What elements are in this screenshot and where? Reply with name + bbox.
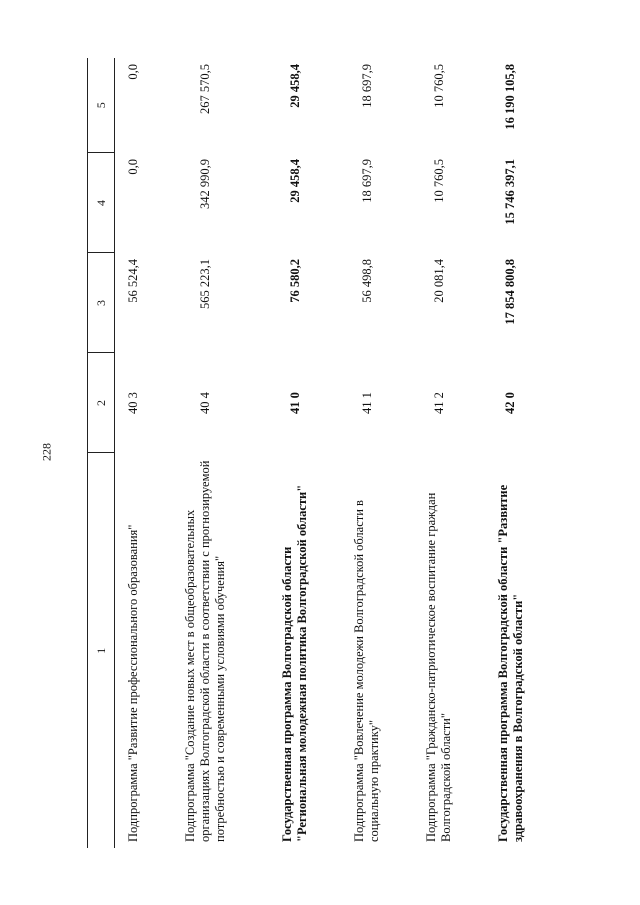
column-header: 5 bbox=[88, 58, 115, 153]
program-name-cell: Государственная программа Волгоградской области "Развитие здравоохранения в Волгоградской области" bbox=[495, 484, 526, 842]
program-name-cell: Подпрограмма "Развитие профессионального образования" bbox=[125, 524, 140, 842]
column-header: 1 bbox=[88, 453, 115, 848]
amount-cell: 267 570,5 bbox=[197, 64, 212, 114]
amount-cell: 76 580,2 bbox=[287, 259, 302, 303]
code-cell: 40 3 bbox=[125, 392, 140, 414]
amount-cell: 18 697,9 bbox=[359, 64, 374, 108]
header-row bbox=[88, 58, 115, 848]
amount-cell: 56 524,4 bbox=[125, 259, 140, 303]
amount-cell: 56 498,8 bbox=[359, 259, 374, 303]
amount-cell: 29 458,4 bbox=[287, 64, 302, 108]
code-cell: 42 0 bbox=[503, 392, 518, 414]
code-cell: 41 1 bbox=[359, 392, 374, 414]
program-name-cell: Подпрограмма "Вовлечение молодежи Волгоградской области в социальную практику" bbox=[352, 500, 382, 842]
page-number: 228 bbox=[39, 443, 54, 461]
code-cell: 41 2 bbox=[431, 392, 446, 414]
column-header: 3 bbox=[88, 253, 115, 353]
table-row bbox=[259, 58, 331, 848]
rotated-table-container bbox=[87, 58, 547, 848]
amount-cell: 0,0 bbox=[125, 64, 140, 80]
table-row bbox=[403, 58, 475, 848]
amount-cell: 342 990,9 bbox=[197, 159, 212, 209]
amount-cell: 565 223,1 bbox=[197, 259, 212, 309]
program-name-cell: Государственная программа Волгоградской области "Региональная молодежная политика Волгоградской области" bbox=[280, 484, 310, 842]
table-row bbox=[331, 58, 403, 848]
code-cell: 40 4 bbox=[197, 392, 212, 414]
amount-cell: 29 458,4 bbox=[287, 159, 302, 203]
amount-cell: 20 081,4 bbox=[431, 259, 446, 303]
amount-cell: 17 854 800,8 bbox=[503, 259, 518, 325]
amount-cell: 18 697,9 bbox=[359, 159, 374, 203]
table-row bbox=[115, 58, 152, 848]
column-header: 4 bbox=[88, 153, 115, 253]
table-row bbox=[152, 58, 260, 848]
program-name-cell: Подпрограмма "Создание новых мест в общеобразовательных организациях Волгоградской области в соответствии с прогнозируемой потребностью и современными условиями обучения" bbox=[182, 460, 228, 842]
budget-table bbox=[87, 58, 547, 848]
amount-cell: 10 760,5 bbox=[431, 64, 446, 108]
amount-cell: 16 190 105,8 bbox=[503, 64, 518, 130]
table-row bbox=[475, 58, 547, 848]
column-header: 2 bbox=[88, 353, 115, 453]
program-name-cell: Подпрограмма "Гражданско-патриотическое воспитание граждан Волгоградской области" bbox=[423, 492, 454, 842]
amount-cell: 10 760,5 bbox=[431, 159, 446, 203]
code-cell: 41 0 bbox=[287, 392, 302, 414]
amount-cell: 15 746 397,1 bbox=[503, 159, 518, 225]
amount-cell: 0,0 bbox=[125, 159, 140, 175]
